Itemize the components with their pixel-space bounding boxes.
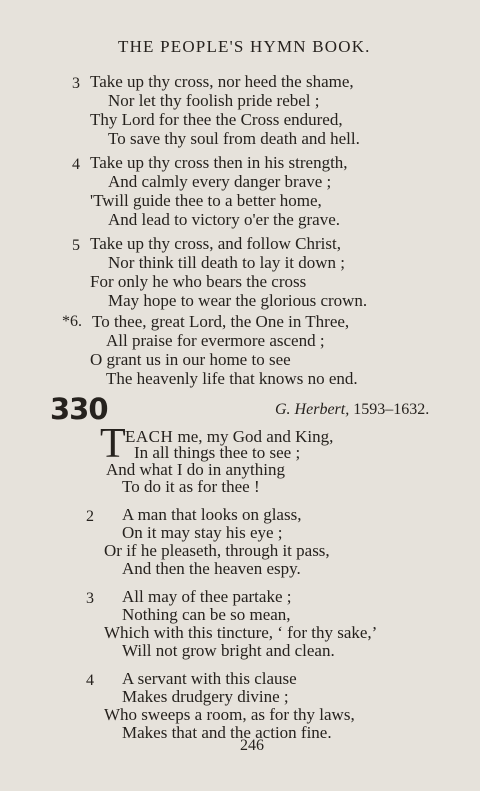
stanza-number: *6.: [62, 313, 82, 330]
hymn-attribution: [275, 401, 429, 419]
stanza-number: 3: [72, 75, 80, 92]
verse-line: Take up thy cross, and follow Christ,: [90, 234, 341, 253]
verse-line: Take up thy cross, nor heed the shame,: [90, 72, 354, 91]
verse-line-rest: me, my God and King,: [173, 427, 334, 446]
verse-line: 'Twill guide thee to a better home,: [90, 191, 322, 210]
hymn-number: 330: [50, 392, 108, 426]
verse-line: Makes drudgery divine ;: [122, 687, 289, 706]
verse-line: In all things thee to see ;: [134, 443, 301, 462]
verse-line: Take up thy cross then in his strength,: [90, 153, 348, 172]
verse-line: May hope to wear the glorious crown.: [108, 291, 368, 310]
verse-line: To save thy soul from death and hell.: [108, 129, 360, 148]
verse-line: Who sweeps a room, as for thy laws,: [104, 705, 355, 724]
author-name: G. Herbert,: [275, 401, 350, 418]
verse-line: A man that looks on glass,: [122, 505, 302, 524]
running-head: THE PEOPLE'S HYMN BOOK.: [118, 37, 371, 56]
verse-line: For only he who bears the cross: [90, 272, 307, 291]
verse-line: And lead to victory o'er the grave.: [108, 210, 341, 229]
verse-line: Nor let thy foolish pride rebel ;: [108, 91, 320, 110]
page-number: 246: [240, 737, 264, 754]
verse-line: The heavenly life that knows no end.: [106, 369, 358, 388]
verse-line: Nor think till death to lay it down ;: [108, 253, 346, 272]
verse-line: Which with this tincture, ‘ for thy sake,’: [104, 623, 378, 642]
verse-line: To do it as for thee !: [122, 477, 260, 496]
stanza-number: 5: [72, 237, 80, 254]
verse-line: And calmly every danger brave ;: [108, 172, 332, 191]
verse-line: All may of thee partake ;: [122, 587, 292, 606]
verse-line: On it may stay his eye ;: [122, 523, 283, 542]
verse-line: And what I do in anything: [106, 460, 285, 479]
drop-cap: T: [100, 421, 126, 467]
stanza-number: 2: [86, 508, 94, 525]
verse-line: All praise for evermore ascend ;: [106, 331, 325, 350]
verse-line: To thee, great Lord, the One in Three,: [92, 312, 350, 331]
verse-line: A servant with this clause: [122, 669, 297, 688]
verse-line: Or if he pleaseth, through it pass,: [104, 541, 330, 560]
verse-line: O grant us in our home to see: [90, 350, 291, 369]
verse-line: Will not grow bright and clean.: [122, 641, 335, 660]
first-word-rest: EACH: [125, 427, 174, 446]
verse-line: Nothing can be so mean,: [122, 605, 291, 624]
stanza-number: 3: [86, 590, 94, 607]
verse-line: And then the heaven espy.: [122, 559, 301, 578]
stanza-number: 4: [72, 156, 80, 173]
verse-line: Makes that and the action fine.: [122, 723, 332, 742]
stanza-number: 4: [86, 672, 94, 689]
verse-line: Thy Lord for thee the Cross endured,: [90, 110, 343, 129]
author-years: 1593–1632.: [353, 401, 430, 418]
